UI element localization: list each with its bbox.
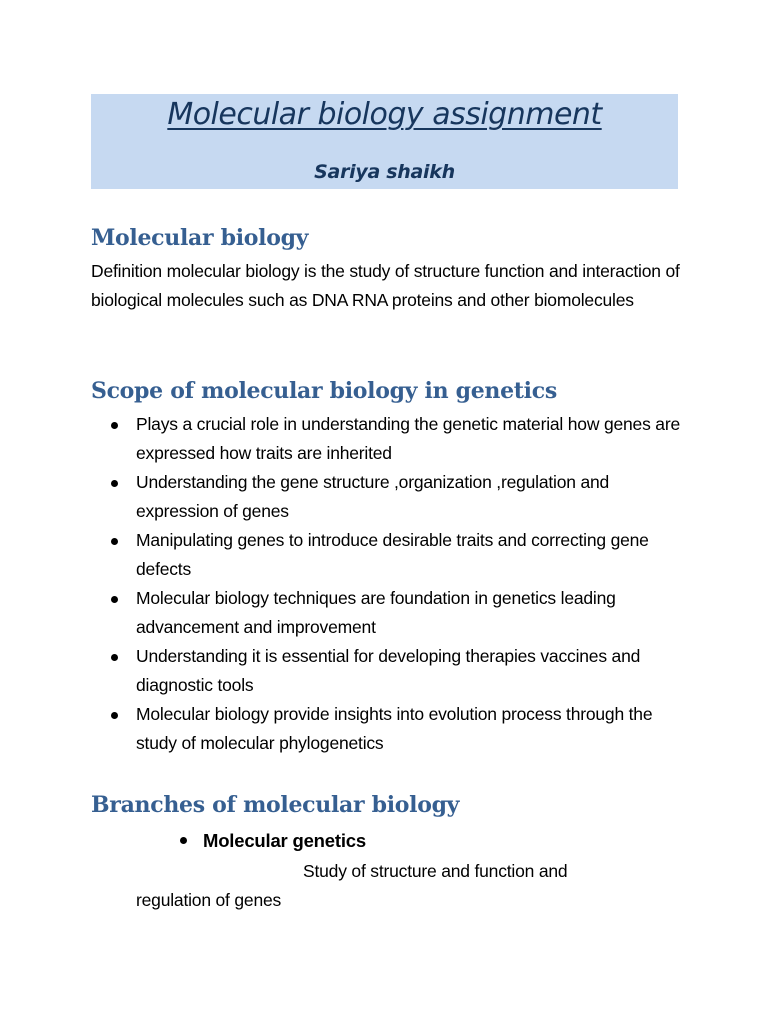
branch-item-label: Molecular genetics <box>203 830 366 851</box>
list-item <box>91 410 691 468</box>
branch-item-molecular-genetics <box>180 826 366 855</box>
list-item-text: Molecular biology techniques are foundation in genetics leading advancement and improvement <box>136 588 616 637</box>
section-heading-branches: Branches of molecular biology <box>91 792 460 818</box>
bullet-icon <box>111 596 118 603</box>
section-heading-molecular-biology: Molecular biology <box>91 225 309 251</box>
list-item <box>91 642 691 700</box>
list-item-text: Understanding it is essential for developing therapies vaccines and diagnostic tools <box>136 646 641 695</box>
bullet-icon <box>180 837 187 844</box>
list-item-text: Plays a crucial role in understanding the genetic material how genes are expressed how traits are inherited <box>136 414 680 463</box>
list-item <box>91 584 691 642</box>
branch-item-description: Study of structure and function and regulation of genes <box>136 861 568 910</box>
section-heading-scope: Scope of molecular biology in genetics <box>91 378 557 404</box>
bullet-icon <box>111 712 118 719</box>
document-title: Molecular biology assignment <box>167 97 602 132</box>
list-item-text: Manipulating genes to introduce desirable traits and correcting gene defects <box>136 530 649 579</box>
list-item <box>91 468 691 526</box>
list-item <box>91 700 691 758</box>
list-item-text: Understanding the gene structure ,organization ,regulation and expression of genes <box>136 472 610 521</box>
list-item-text: Molecular biology provide insights into evolution process through the study of molecular phylogenetics <box>136 704 653 753</box>
bullet-icon <box>111 654 118 661</box>
author-name: Sariya shaikh <box>314 161 455 183</box>
definition-paragraph: Definition molecular biology is the study of structure function and interaction of biological molecules such as DNA RNA proteins and other biomolecules <box>91 261 680 310</box>
bullet-icon <box>111 422 118 429</box>
list-item <box>91 526 691 584</box>
bullet-icon <box>111 480 118 487</box>
scope-list <box>91 410 691 758</box>
bullet-icon <box>111 538 118 545</box>
title-box <box>91 94 678 189</box>
